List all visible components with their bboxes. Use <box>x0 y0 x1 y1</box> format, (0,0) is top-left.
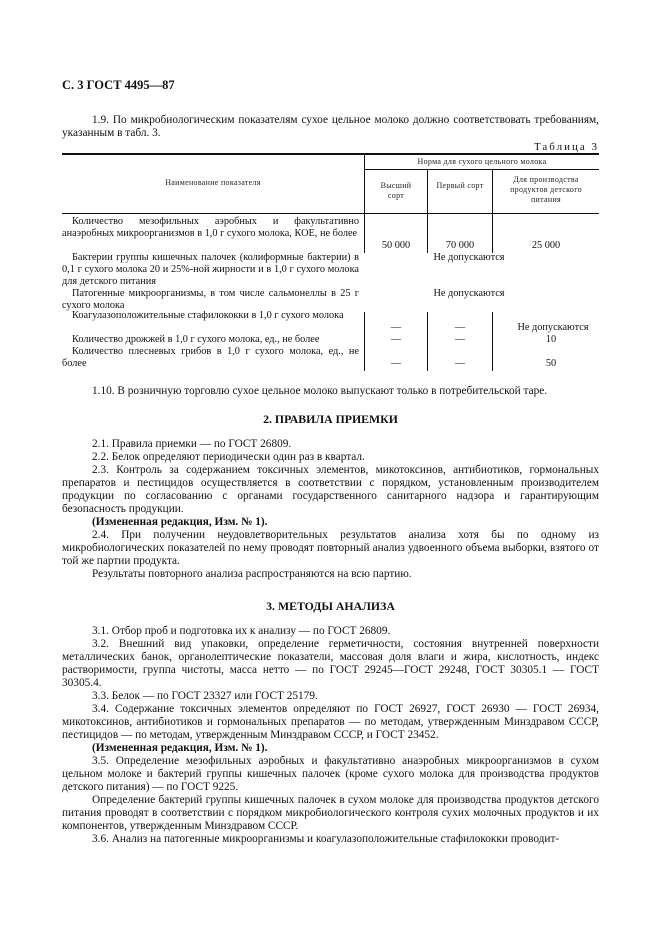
paragraph-2-3: 2.3. Контроль за содержанием токсичных элементов, микотоксинов, антибиотиков, гормональных препаратов и пестицидов осуществляется в соответствии с порядком, установленным производителем продукции по согласованию с органами государственного санитарного надзора и гарантирующим безопасность продукции. <box>62 464 599 515</box>
table-row-5-child: 10 <box>545 334 557 345</box>
th-group: Норма для сухого цельного молока <box>417 157 547 166</box>
paragraph-2-4: 2.4. При получении неудовлетворительных результатов анализа хотя бы по одному из микробиологических показателей по нему проводят повторный анализ удвоенного объема выборки, взятого от той же партии продукта. <box>62 529 599 567</box>
table-row-2-name: Бактерии группы кишечных палочек (колиформные бактерии) в 0,1 г сухого молока 20 и 25%-ной жирности и в 1,0 г сухого молока для детского питания <box>62 252 359 287</box>
paragraph-2-1: 2.1. Правила приемки — по ГОСТ 26809. <box>92 438 292 450</box>
table-row-4-top: — <box>390 322 402 333</box>
paragraph-3-4-edition: (Измененная редакция, Изм. № 1). <box>92 742 268 754</box>
table-row-6-name: Количество плесневых грибов в 1,0 г сухого молока, ед., не более <box>62 346 359 369</box>
paragraph-3-5: 3.5. Определение мезофильных аэробных и факультативно анаэробных микроорганизмов в сухом цельном молоке и бактерий группы кишечных палочек (кроме сухого молока для производства продуктов детского питания) — по ГОСТ 9225. <box>62 755 599 793</box>
paragraph-2-2: 2.2. Белок определяют периодически один раз в квартал. <box>92 451 365 463</box>
table-row-5-name: Количество дрожжей в 1,0 г сухого молока, ед., не более <box>72 334 320 345</box>
paragraph-2-4-result: Результаты повторного анализа распространяются на всю партию. <box>92 568 412 580</box>
th-top-grade: Высший сорт <box>380 181 412 200</box>
table-group-rule <box>364 169 599 170</box>
table-row-2-span: Не допускаются <box>433 252 505 263</box>
table-row-6-top: — <box>390 358 402 369</box>
table-row-3-span: Не допускаются <box>433 288 505 299</box>
table-row-6-child: 50 <box>545 358 557 369</box>
section-2-body <box>62 438 599 581</box>
paragraph-3-5-child: Определение бактерий группы кишечных палочек в сухом молоке для производства продуктов детского питания проводят в соответствии с порядком микробиологического контроля сухих молочных продуктов и их компонентов, утвержденным Минздравом СССР. <box>62 794 599 832</box>
paragraph-2-3-edition: (Измененная редакция, Изм. № 1). <box>92 516 268 528</box>
table-row-1-name: Количество мезофильных аэробных и факультативно анаэробных микроорганизмов в 1,0 г сухого молока, КОЕ, не более <box>62 216 359 239</box>
table-row-1-first: 70 000 <box>445 240 475 251</box>
table-row-6-first: — <box>454 358 466 369</box>
paragraph-3-1: 3.1. Отбор проб и подготовка их к анализу — по ГОСТ 26809. <box>92 625 391 637</box>
paragraph-3-2: 3.2. Внешний вид упаковки, определение герметичности, состояния внутренней поверхности металлических банок, органолептические показатели, массовая доля влаги и жира, кислотность, индекс растворимости, группа чистоты, масса нетто — по ГОСТ 29245—ГОСТ 29248, ГОСТ 30305.1 — ГОСТ 30305.4. <box>62 638 599 689</box>
table-row-5-first: — <box>454 334 466 345</box>
th-name: Наименование показателя <box>165 178 261 187</box>
th-child-food: Для производства продуктов детского питания <box>510 175 582 204</box>
page-header: С. 3 ГОСТ 4495—87 <box>62 78 175 92</box>
table-row-4-first: — <box>454 322 466 333</box>
paragraph-3-3: 3.3. Белок — по ГОСТ 23327 или ГОСТ 25179. <box>92 690 318 702</box>
table-vline-3 <box>492 170 493 213</box>
paragraph-3-6: 3.6. Анализ на патогенные микроорганизмы и коагулазоположительные стафилококки проводит- <box>92 833 560 845</box>
section-3-title: 3. МЕТОДЫ АНАЛИЗА <box>266 599 395 613</box>
table-row-1-child: 25 000 <box>531 240 561 251</box>
section-2-title: 2. ПРАВИЛА ПРИЕМКИ <box>263 412 398 426</box>
table-vline-2 <box>427 170 428 213</box>
section-3-body <box>62 625 599 846</box>
table-row-1-top: 50 000 <box>381 240 411 251</box>
table-row-3-name: Патогенные микроорганизмы, в том числе сальмонеллы в 25 г сухого молока <box>62 288 359 311</box>
table-row-4-child: Не допускаются <box>517 322 589 333</box>
table-top-rule <box>62 153 599 155</box>
th-first-grade: Первый сорт <box>436 181 484 190</box>
table-row-4-name: Коагулазоположительные стафилококки в 1,0 г сухого молока <box>72 310 344 321</box>
table-caption: Таблица 3 <box>533 141 599 153</box>
table-row-5-top: — <box>390 334 402 345</box>
paragraph-1-9: 1.9. По микробиологическим показателям сухое цельное молоко должно соответствовать требованиям, указанным в табл. 3. <box>62 114 599 139</box>
paragraph-1-10: 1.10. В розничную торговлю сухое цельное молоко выпускают только в потребительской таре. <box>92 385 548 397</box>
paragraph-3-4: 3.4. Содержание токсичных элементов определяют по ГОСТ 26927, ГОСТ 26930 — ГОСТ 26934, микотоксинов, антибиотиков и гормональных препаратов — по методам, утвержденным Минздравом СССР, пестицидов — по методам, утвержденным Минздравом СССР, и ГОСТ 23452. <box>62 703 599 741</box>
table-header-rule <box>62 213 599 214</box>
